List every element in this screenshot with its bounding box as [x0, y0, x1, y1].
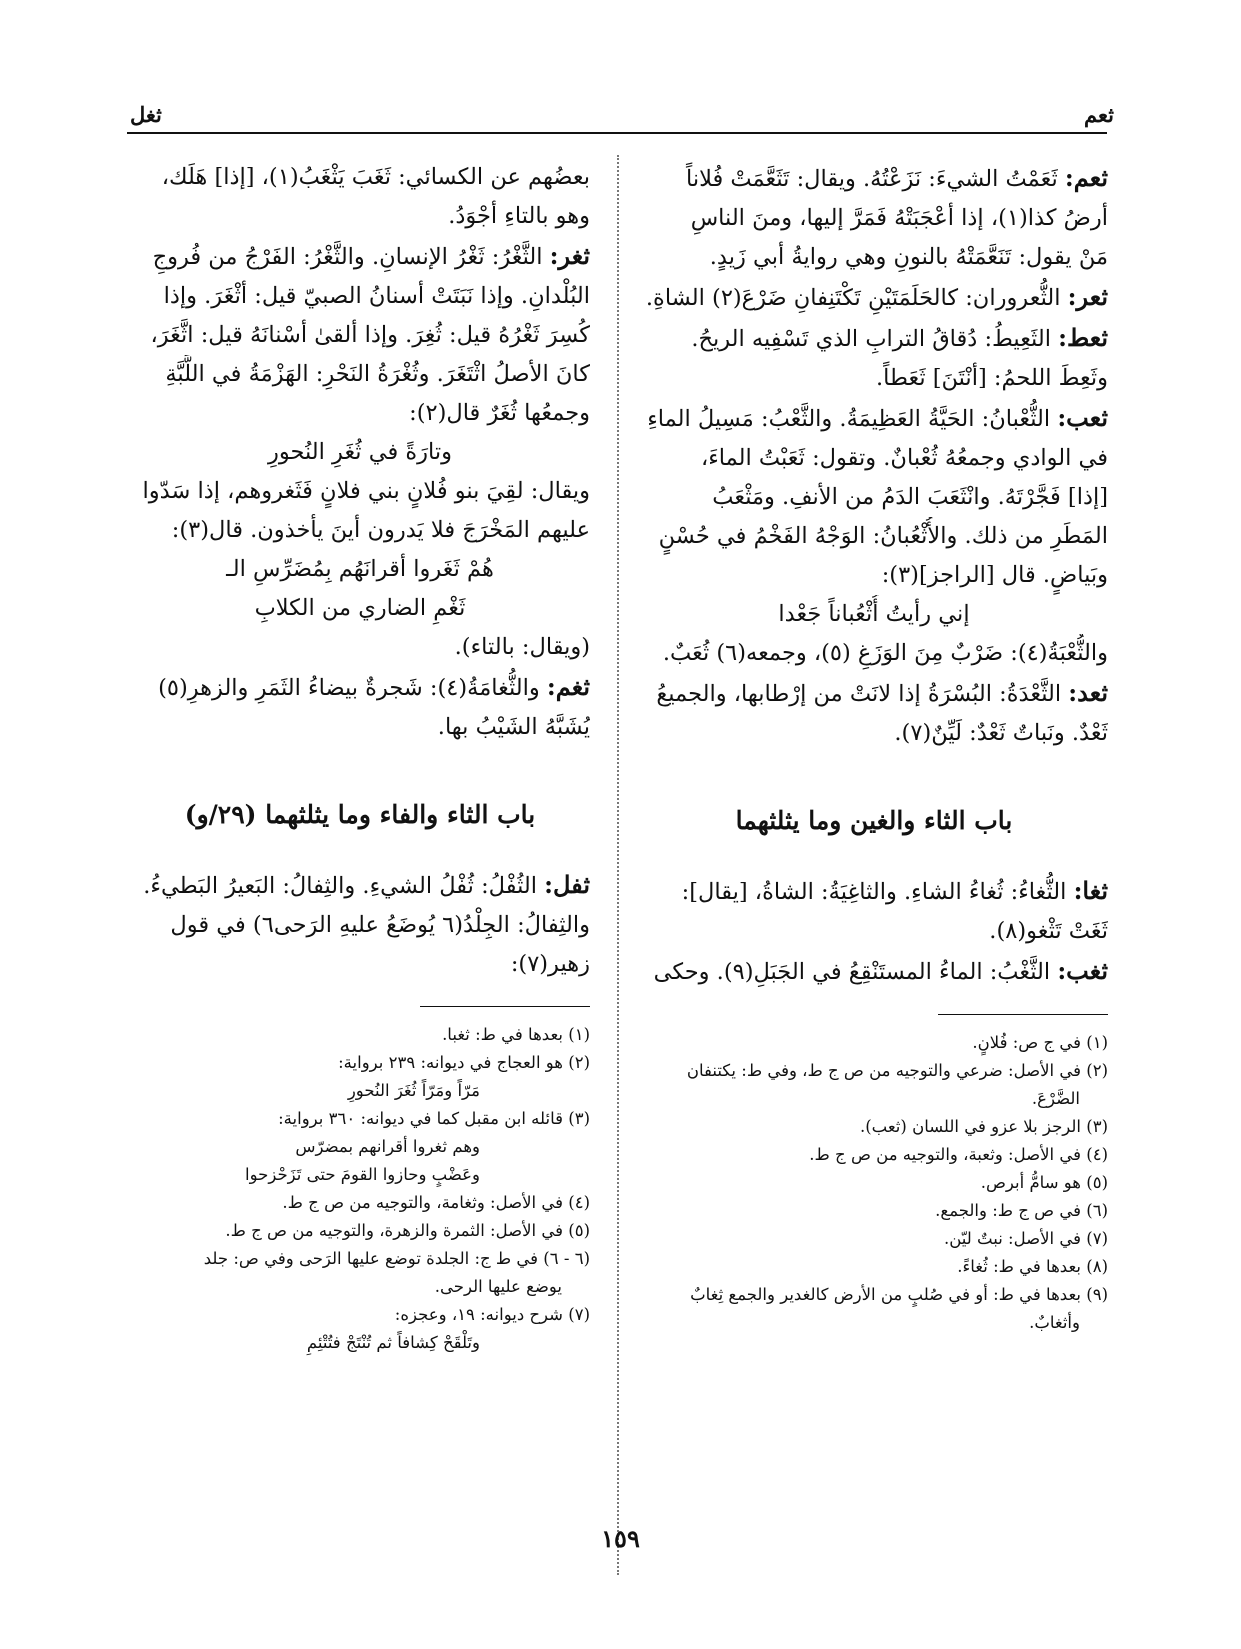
text-line: [130, 236, 590, 277]
entry-text: الثُّعروران: كالحَلَمَتَيْنِ تَكْتَنِفانِ ضَرْعَ(٢) الشاةِ.: [645, 285, 1068, 311]
text-line: [640, 318, 1108, 359]
text-line: [130, 628, 590, 667]
footnote: (٢) هو العجاج في ديوانه: ٢٣٩ برواية:: [338, 1053, 590, 1072]
text-line: [130, 277, 590, 316]
entry-text: الثَّغْبُ: الماءُ المستَنْقِعُ في الجَبَلِ(٩). وحكى: [653, 959, 1058, 985]
left-column-entries-2: [130, 865, 590, 984]
entry-text: مَنْ يقول: تَنَعَّمَتْهُ بالنونِ وهي روايةُ أبي زَيدٍ.: [709, 244, 1108, 270]
text-line: [640, 556, 1108, 595]
text-line: [640, 912, 1108, 951]
entry-text: ثَعْدٌ. ونَباتٌ ثَعْدٌ: لَيِّنٌ(٧).: [894, 720, 1108, 746]
entry-text: يُشَبَّهُ الشَيْبُ بها.: [437, 714, 590, 740]
footnote: (٦ - ٦) في ط ج: الجلدة توضع عليها الرَحى وفي ص: جلد: [203, 1249, 590, 1268]
entry-text: والثُّعْبَةُ(٤): ضَرْبٌ مِنَ الوَزَغِ (٥)، وجمعه(٦) ثُعَبٌ.: [662, 640, 1108, 666]
text-line: [640, 634, 1108, 673]
entry-text: الثَّغْرُ: ثَغْرُ الإنسانِ. والثَّغْرُ: الفَرْجُ من فُروجِ: [152, 244, 550, 270]
running-header-right: ثعم: [1084, 102, 1114, 127]
entry-text: ثَغْمِ الضاري من الكلابِ: [254, 595, 466, 621]
headword: ثعط:: [1058, 323, 1108, 352]
verse-line: [640, 595, 1108, 634]
text-line: [640, 277, 1108, 318]
footnote: وتَلْقَحْ كِشافاً ثم تُنْتَجْ فتُتْئِمِ: [306, 1333, 480, 1352]
text-line: [130, 316, 590, 355]
footnote: (٥) في الأصل: الثمرة والزهرة، والتوجيه من ص ج ط.: [225, 1221, 590, 1240]
entry-text: كانَ الأصلُ اثْتَغَرَ. وثُغْرَةُ النَحْرِ: الهَزْمَةُ في اللَّبَّةِ: [165, 361, 590, 387]
footnote: الضَّرْعَ.: [1031, 1089, 1080, 1108]
verse-line: [130, 433, 590, 472]
entry-text: وهو بالتاءِ أجْوَدُ.: [448, 203, 590, 229]
text-line: [130, 511, 590, 550]
section-title-right: باب الثاء والغين وما يثلثهما: [735, 806, 1013, 835]
entry-text: الثَّعْدَةُ: البُسْرَةُ إذا لانَتْ من إرْطابها، والجميعُ: [656, 681, 1069, 707]
footnote: وعَضْبٍ وحازوا القومَ حتى تَزَحْزحوا: [245, 1165, 480, 1184]
text-line: [640, 951, 1108, 992]
entry-text: وبَياضٍ. قال [الراجز](٣):: [881, 562, 1108, 588]
text-line: [130, 708, 590, 747]
footnote: (٤) في الأصل: وثعبة، والتوجيه من ص ج ط.: [809, 1145, 1108, 1164]
entry-text: الثَعِيطُ: دُقاقُ الترابِ الذي تَسْفِيه الريحُ.: [691, 326, 1059, 352]
text-line: [130, 472, 590, 511]
text-line: [130, 355, 590, 394]
entry-text: الثُّغاءُ: ثُغاءُ الشاءِ. والثاغِيَةُ: الشاةُ، [يقال]:: [681, 879, 1074, 905]
text-line: [640, 199, 1108, 238]
verse-line: [130, 589, 590, 628]
footnote: (١) في ج ص: فُلانٍ.: [972, 1033, 1108, 1052]
entry-text: ثَعَمْتُ الشيءَ: نَزَعْتُهُ. ويقال: تَثَعَّمَتْ فُلاناً: [685, 166, 1065, 192]
text-line: [130, 667, 590, 708]
text-line: [130, 197, 590, 236]
entry-text: أرضُ كذا(١)، إذا أعْجَبَتْهُ فَمَرَّ إليها، ومنَ الناسِ: [690, 205, 1108, 231]
entry-text: ثَغَتْ تَثْغو(٨).: [989, 918, 1108, 944]
text-line: [130, 906, 590, 945]
entry-text: وتارَةً في ثُغَرِ النُحورِ: [267, 439, 453, 465]
footnote: وأثغابٌ.: [1029, 1313, 1080, 1332]
left-column-footnotes: [130, 1021, 590, 1357]
entry-text: ويقال: لقِيَ بنو فُلانٍ بني فلانٍ فَثَغروهم، إذا سَدّوا: [142, 478, 590, 504]
entry-text: وثَعِطَ اللحمُ: [أنْتَنَ] ثَعَطاً.: [876, 365, 1108, 391]
footnote: (٢) في الأصل: ضرعي والتوجيه من ص ج ط، وفي ط: يكتنفان: [686, 1061, 1108, 1080]
entry-text: وجمعُها ثُغَرٌ قال(٢):: [409, 400, 590, 426]
entry-text: والثِفالُ: الجِلْدُ(٦ يُوضَعُ عليهِ الرَحى٦) في قول: [170, 912, 590, 938]
footnote: (٩) بعدها في ط: أو في صُلبٍ من الأرض كالغدير والجمع ثِغابٌ: [690, 1285, 1108, 1304]
text-line: [640, 398, 1108, 439]
entry-text: [إذا] فَجَّرْتَهُ. وانْثَعَبَ الدَمُ من الأنفِ. ومَثْعَبُ: [712, 484, 1108, 510]
headword: ثعد:: [1068, 678, 1108, 707]
footnote: يوضع عليها الرحى.: [434, 1277, 562, 1296]
entry-text: البُلْدانِ. وإذا نَبَتَتْ أسنانُ الصبيّ قيل: أثْغَرَ. وإذا: [163, 283, 590, 309]
footnote: مَرّاً ومَرّاً ثُغَرَ النُحورِ: [347, 1081, 480, 1100]
text-line: [640, 158, 1108, 199]
verse-line: [130, 550, 590, 589]
header-rule: [127, 132, 1107, 134]
footnote: (٥) هو سامُّ أبرص.: [980, 1173, 1108, 1192]
footnote: (٨) بعدها في ط: ثُغاءً.: [957, 1257, 1108, 1276]
headword: ثغب:: [1057, 956, 1108, 985]
left-column-entries: [130, 158, 590, 747]
text-line: [130, 158, 590, 197]
entry-text: والثُّغامَةُ(٤): شَجرةٌ بيضاءُ الثَمَرِ والزهرِ(٥): [158, 675, 547, 701]
entry-text: المَطَرِ من ذلك. والأُثْعُبانُ: الوَجْهُ الفَخْمُ في حُسْنٍ: [658, 523, 1108, 549]
text-line: [640, 439, 1108, 478]
footnote: (٣) الرجز بلا عزو في اللسان (ثعب).: [859, 1117, 1108, 1136]
headword: ثغر:: [549, 241, 590, 270]
section-title-left: باب الثاء والفاء وما يثلثهما (٢٩/و): [184, 800, 536, 829]
headword: ثغا:: [1073, 876, 1108, 905]
entry-text: زهير(٧):: [510, 951, 590, 977]
entry-text: في الوادي وجمعُهُ ثُعْبانٌ. وتقول: ثَعَبْتُ الماءَ،: [700, 445, 1108, 471]
right-column-entries-2: [640, 871, 1108, 992]
column-divider: [617, 155, 619, 1575]
footnote: (٤) في الأصل: وثغامة، والتوجيه من ص ج ط.: [282, 1193, 590, 1212]
headword: ثغم:: [546, 672, 590, 701]
right-column-entries: [640, 158, 1108, 753]
entry-text: كُسِرَ ثَغْرُهُ قيل: ثُغِرَ. وإذا ألقىٰ أسْنانَهُ قيل: اثَّغَرَ،: [150, 322, 590, 348]
entry-text: بعضُهم عن الكسائي: ثَغَبَ يَثْغَبُ(١)، [إذا] هَلَك،: [161, 164, 590, 190]
text-line: [640, 238, 1108, 277]
page-number: ١٥٩: [601, 1524, 640, 1553]
footnote: (١) بعدها في ط: ثغبا.: [442, 1025, 590, 1044]
text-line: [640, 359, 1108, 398]
entry-text: إني رأيتُ أُثْعُباناً جَعْدا: [778, 601, 970, 627]
entry-text: الثُفْلُ: ثُفْلُ الشيءِ. والثِفالُ: البَعيرُ البَطيءُ.: [143, 873, 545, 899]
entry-text: (ويقال: بالتاء).: [454, 634, 590, 660]
text-line: [130, 945, 590, 984]
running-header-left: ثغل: [130, 102, 162, 127]
entry-text: هُمْ ثَغَروا أقرانَهُم بِمُضَرِّسِ الـ: [226, 556, 494, 582]
headword: ثفل:: [544, 870, 590, 899]
text-line: [130, 394, 590, 433]
right-column-footnotes: [640, 1029, 1108, 1337]
text-line: [130, 865, 590, 906]
entry-text: عليهم المَخْرَجَ فلا يَدرون أينَ يأخذون. قال(٣):: [171, 517, 590, 543]
headword: ثعم:: [1064, 163, 1108, 192]
footnote: (٧) في الأصل: نبتٌ ليّن.: [943, 1229, 1108, 1248]
text-line: [640, 673, 1108, 714]
text-line: [640, 871, 1108, 912]
footnote-rule-left: [420, 1006, 590, 1007]
left-column: [130, 158, 590, 1357]
footnote: (٦) في ص ج ط: والجمع.: [935, 1201, 1108, 1220]
text-line: [640, 517, 1108, 556]
footnote: (٣) قائله ابن مقبل كما في ديوانه: ٣٦٠ برواية:: [278, 1109, 590, 1128]
entry-text: الثُّعْبانُ: الحَيَّةُ العَظِيمَةُ. والثَّعْبُ: مَسِيلُ الماءِ: [647, 406, 1058, 432]
footnote: (٧) شرح ديوانه: ١٩، وعجزه:: [394, 1305, 590, 1324]
right-column: [640, 158, 1108, 1337]
footnote: وهم ثغروا أقرانهم بمضرّس: [295, 1137, 480, 1156]
text-line: [640, 714, 1108, 753]
footnote-rule-right: [938, 1014, 1108, 1015]
headword: ثعب:: [1057, 403, 1108, 432]
text-line: [640, 478, 1108, 517]
headword: ثعر:: [1067, 282, 1108, 311]
